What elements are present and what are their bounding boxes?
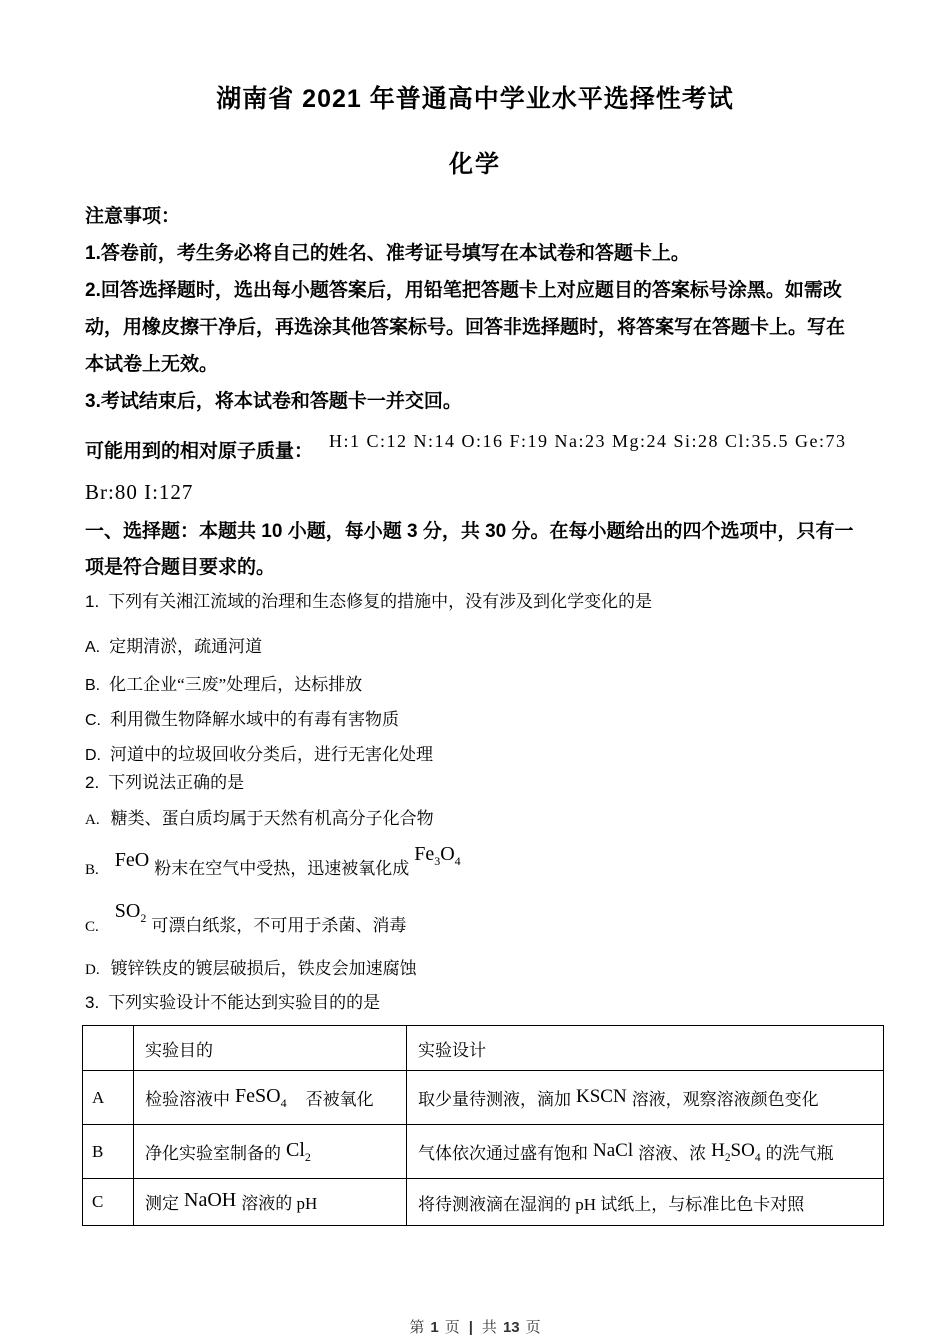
table-row-a <box>83 1071 884 1125</box>
section-header <box>85 514 885 586</box>
atomic-masses-row <box>85 431 885 463</box>
paper-title: 湖南省 2021 年普通高中学业水平选择性考试 <box>216 85 734 113</box>
q3-number: 3. <box>85 993 100 1012</box>
row-a-design-pre: 取少量待测液，滴加 <box>418 1089 571 1109</box>
formula-cl2: $Cl_2$ <box>286 1138 311 1164</box>
q1-option-b <box>85 672 885 698</box>
row-c-purpose-pre: 测定 <box>145 1194 179 1213</box>
table-row-c <box>83 1179 884 1226</box>
row-c-purpose-post: 溶液的 pH <box>241 1194 318 1213</box>
q1-option-a-text: 定期清淤，疏通河道 <box>109 637 263 656</box>
header-cell-blank <box>83 1026 134 1071</box>
formula-fe3o4: $Fe_3O_4$ <box>414 843 461 868</box>
q1-option-a <box>85 634 885 660</box>
row-a-label: A <box>83 1071 134 1125</box>
row-a-purpose <box>134 1071 407 1125</box>
q2-stem: 下列说法正确的是 <box>108 773 245 792</box>
q2-number: 2. <box>85 773 100 792</box>
footer-page-prefix: 第 <box>409 1319 425 1336</box>
row-b-design-post: 的洗气瓶 <box>765 1143 834 1163</box>
q2-option-a-text: 糖类、蛋白质均属于天然有机高分子化合物 <box>110 809 434 828</box>
q2-stem-row <box>85 770 885 795</box>
footer-page-unit: 页 <box>444 1319 460 1336</box>
header-cell-purpose: 实验目的 <box>134 1026 407 1071</box>
notices-heading: 注意事项： <box>85 206 181 227</box>
row-b-purpose <box>134 1125 407 1179</box>
q1-option-c-label: C. <box>85 712 101 729</box>
q2-option-c <box>85 900 885 940</box>
q1-option-b-text: 化工企业“三废”处理后，达标排放 <box>109 675 363 694</box>
atomic-masses-line2: Br:80 I:127 <box>85 480 194 504</box>
q1-option-a-label: A. <box>85 639 101 656</box>
page-footer <box>0 1316 950 1337</box>
row-a-design <box>407 1071 884 1125</box>
row-b-design-pre: 气体依次通过盛有饱和 <box>418 1143 588 1163</box>
q2-option-b <box>85 843 885 883</box>
footer-total-prefix: 共 <box>481 1319 497 1336</box>
footer-page-number: 1 <box>430 1319 439 1336</box>
q1-option-b-label: B. <box>85 677 101 694</box>
q2-option-b-text: 粉末在空气中受热，迅速被氧化成 <box>154 859 410 878</box>
formula-so2: $SO_2$ <box>114 900 147 925</box>
q1-option-c <box>85 707 885 733</box>
row-b-label: B <box>83 1125 134 1179</box>
header-cell-design: 实验设计 <box>407 1026 884 1071</box>
q3-stem-row <box>85 990 885 1015</box>
row-c-design <box>407 1179 884 1226</box>
q1-option-d-label: D. <box>85 747 101 764</box>
atomic-masses-values: H:1 C:12 N:14 O:16 F:19 Na:23 Mg:24 Si:28 Cl:35.5 Ge:73 <box>329 431 847 451</box>
row-b-purpose-pre: 净化实验室制备的 <box>145 1143 281 1163</box>
notice-1: 1.答卷前，考生务必将自己的姓名、准考证号填写在本试卷和答题卡上。 <box>85 243 690 264</box>
q1-option-d-text: 河道中的垃圾回收分类后，进行无害化处理 <box>110 745 433 764</box>
q1-number: 1. <box>85 592 100 611</box>
table-header-row <box>83 1026 884 1071</box>
formula-kscn: KSCN <box>576 1085 627 1107</box>
formula-nacl: NaCl <box>593 1139 634 1161</box>
notice-2-line-1: 2.回答选择题时，选出每小题答案后，用铅笔把答题卡上对应题目的答案标号涂黑。如需改 <box>85 280 842 301</box>
q1-option-c-text: 利用微生物降解水域中的有毒有害物质 <box>110 710 399 729</box>
formula-feo: FeO <box>114 849 150 871</box>
q2-option-d <box>85 956 885 983</box>
q2-option-d-label: D. <box>85 962 100 978</box>
section-header-line-2: 项是符合题目要求的。 <box>85 557 276 578</box>
q2-option-b-label: B. <box>85 862 99 878</box>
footer-total-unit: 页 <box>525 1319 541 1336</box>
q1-option-d <box>85 742 885 768</box>
q1-stem-row <box>85 589 885 614</box>
q2-option-a-label: A. <box>85 812 100 828</box>
q2-option-d-text: 镀锌铁皮的镀层破损后，铁皮会加速腐蚀 <box>110 959 417 978</box>
q2-option-c-label: C. <box>85 919 99 935</box>
notice-3: 3.考试结束后，将本试卷和答题卡一并交回。 <box>85 391 462 412</box>
formula-feso4: FeSO$_4$ <box>235 1084 287 1110</box>
row-a-purpose-post: 否被氧化 <box>305 1089 374 1109</box>
q2-option-a <box>85 806 885 833</box>
q3-stem: 下列实验设计不能达到实验目的的是 <box>108 993 381 1012</box>
section-header-line-1: 一、选择题：本题共 10 小题，每小题 3 分，共 30 分。在每小题给出的四个选项中，只有一 <box>85 521 854 542</box>
row-a-purpose-pre: 检验溶液中 <box>145 1089 230 1109</box>
row-c-design-pre: 将待测液滴在湿润的 pH 试纸上，与标准比色卡对照 <box>418 1194 805 1214</box>
footer-total-pages: 13 <box>502 1319 520 1336</box>
row-a-design-post: 溶液，观察溶液颜色变化 <box>631 1089 819 1109</box>
row-c-label: C <box>83 1179 134 1226</box>
q3-experiment-table <box>82 1025 884 1226</box>
notices-block <box>85 198 885 420</box>
footer-separator: | <box>468 1319 473 1336</box>
q2-option-c-text: 可漂白纸浆，不可用于杀菌、消毒 <box>151 916 407 935</box>
formula-h2so4: $H_2SO_4$ <box>711 1139 761 1164</box>
row-b-design <box>407 1125 884 1179</box>
notice-2-line-3: 本试卷上无效。 <box>85 354 219 375</box>
row-b-design-mid: 溶液、浓 <box>638 1143 707 1163</box>
atomic-masses-label: 可能用到的相对原子质量： <box>85 441 314 462</box>
row-c-purpose <box>134 1179 407 1226</box>
notice-2-line-2: 动，用橡皮擦干净后，再选涂其他答案标号。回答非选择题时，将答案写在答题卡上。写在 <box>85 317 846 338</box>
q1-stem: 下列有关湘江流域的治理和生态修复的措施中，没有涉及到化学变化的是 <box>108 592 653 611</box>
paper-subject: 化学 <box>449 151 501 178</box>
formula-naoh: NaOH <box>184 1189 237 1211</box>
table-row-b <box>83 1125 884 1179</box>
